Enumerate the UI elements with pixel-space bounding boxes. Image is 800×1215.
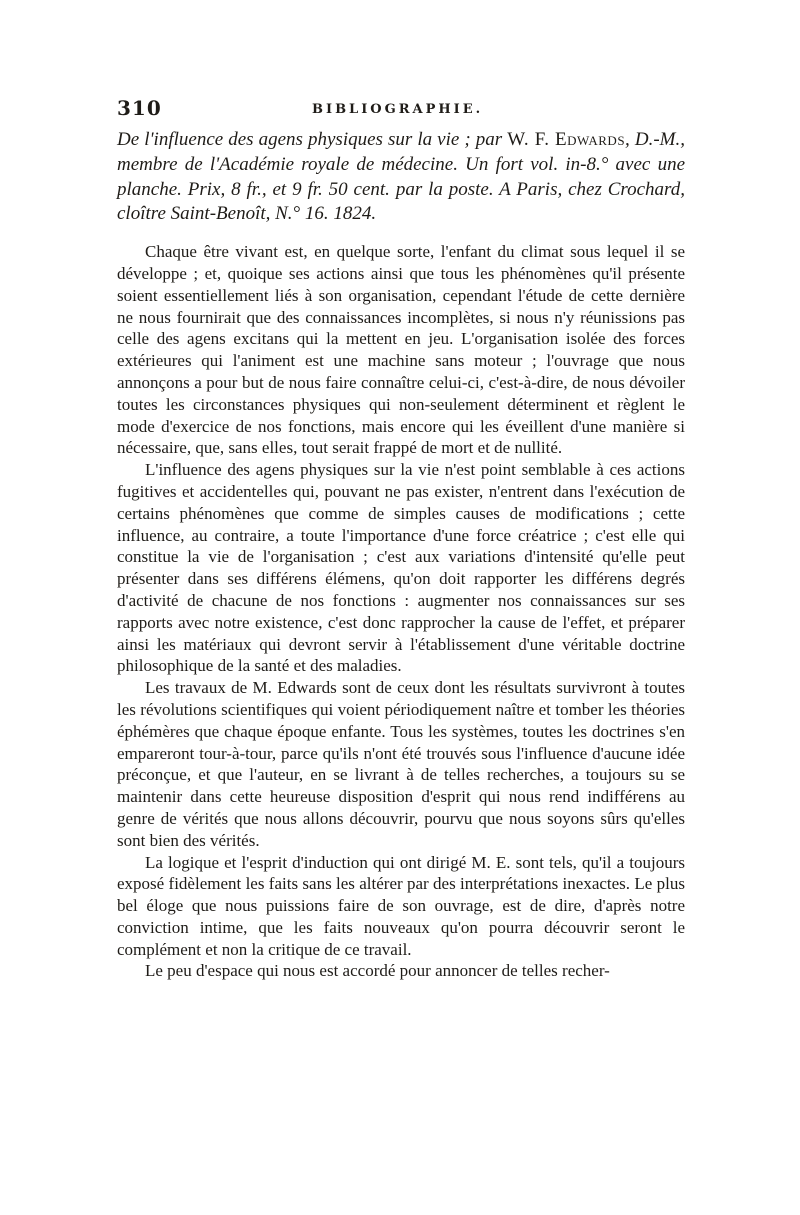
paragraph-2: L'influence des agens physiques sur la vie n'est point semblable à ces actions fugitives et accidentelles qui, pouvant ne pas exister, n'entrent dans l'exécution de certains phénomènes que comme de simples causes de modifications ; cette influence, au contraire, a toute l'importance d'une force créatrice ; c'est elle qui constitue la vie de l'organisation ; c'est aux variations d'intensité qu'elle peut présenter dans ses différens élémens, qu'on doit rapporter les différens degrés d'activité de chacune de nos fonctions : augmenter nos connaissances sur ses rapports avec notre existence, c'est donc rapprocher la cause de l'effet, et préparer ainsi les matériaux qui devront servir à l'établissement d'une véritable doctrine philosophique de la santé et des maladies. [117,460,685,676]
paragraph-5: Le peu d'espace qui nous est accordé pour annoncer de telles recher- [145,961,610,981]
page-header [117,96,685,128]
citation-title: De l'influence des agens physiques sur la vie ; par [117,129,503,150]
book-citation [117,128,685,227]
citation-details: , D.-M., membre de l'Académie royale de médecine. Un fort vol. in-8.° avec une planche. Prix, 8 fr., et 9 fr. 50 cent. par la poste. A Paris, chez Crochard, cloître Saint-Benoît, N.° 16. 1824. [117,129,685,225]
paragraph-4: La logique et l'esprit d'induction qui ont dirigé M. E. sont tels, qu'il a toujours exposé fidèlement les faits sans les altérer par des interprétations inexactes. Le plus bel éloge que nous puissions faire de son ouvrage, est de dire, d'après notre conviction intime, que les faits nouveaux qu'on pourra découvrir seront le complément et non la critique de ce travail. [117,852,685,959]
citation-author: W. F. Edwards [507,129,626,150]
page-number: 310 [117,96,162,120]
paragraph-1: Chaque être vivant est, en quelque sorte, l'enfant du climat sous lequel il se développe ; et, quoique ses actions ainsi que tous les phénomènes qu'il présente soient essentiellement liés à son organisation, cependant l'étude de cette dernière ne nous fournirait que des connaissances incomplètes, si nous n'y réunissions pas celle des agens excitans qui la mettent en jeu. L'organisation isolée des forces extérieures qui l'animent est une machine sans moteur ; l'ouvrage que nous annonçons a pour but de nous faire connaître celui-ci, c'est-à-dire, de nous dévoiler toutes les circonstances physiques qui non-seulement déterminent et règlent le mode d'exercice de nos fonctions, mais encore qui les éveillent d'une manière si nécessaire, que, sans elles, tout serait frappé de mort et de nullité. [117,242,685,458]
running-title: BIBLIOGRAPHIE. [312,102,484,117]
review-body [117,241,685,982]
paragraph-3: Les travaux de M. Edwards sont de ceux dont les résultats survivront à toutes les révolutions scientifiques qui voient périodiquement naître et tomber les théories éphémères que chaque époque enfante. Tous les systèmes, toutes les doctrines s'en empareront tour-à-tour, parce qu'ils n'ont été trouvés sous l'influence d'aucune idée préconçue, et que l'auteur, en se livrant à de telles recherches, a toujours su se maintenir dans cette heureuse disposition d'esprit qui nous rend indifférens au genre de vérités que nous allons découvrir, pourvu que nous soyons sûrs qu'elles sont bien des vérités. [117,678,685,850]
